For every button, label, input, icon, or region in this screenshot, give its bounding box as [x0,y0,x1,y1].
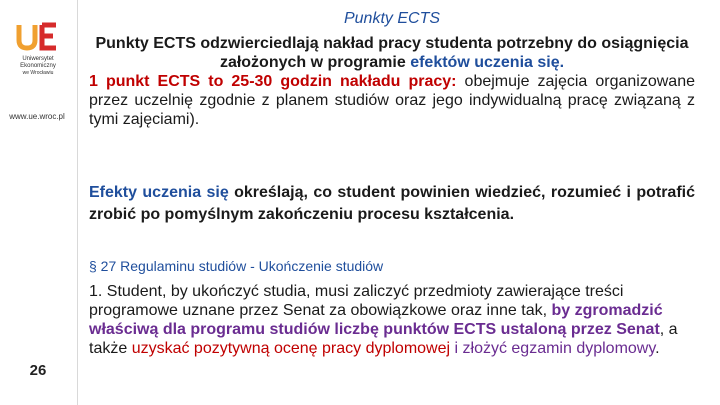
site-url: www.ue.wroc.pl [9,112,65,121]
learning-outcomes-highlight: efektów uczenia się. [410,54,565,71]
regulation-section-heading: § 27 Regulaminu studiów - Ukończenie studiów [89,258,384,274]
learning-outcomes-text: określają, co student powinien wiedzieć, rozumieć i potrafić zrobić po pomyślnym zakończeniu procesu kształcenia. [89,184,695,223]
logo-text-line3: we Wrocławiu [22,70,54,76]
ects-paragraph [89,34,695,129]
ects-definition-text: Punkty ECTS odzwierciedlają nakład pracy studenta potrzebny do osiągnięcia założonych w programie [95,35,689,71]
graduation-text-end: . [655,340,660,357]
logo-text-line2: Ekonomiczny [20,63,56,69]
graduation-text-1: 1. Student, by ukończyć studia, musi zaliczyć przedmioty zawierające treści programowe uznane przez Senat za obowiązkowe oraz inne tak, [89,283,624,319]
university-logo [12,22,64,92]
diploma-exam-highlight: i złożyć egzamin dyplomowy [450,340,656,357]
slide-title: Punkty ECTS [343,10,441,27]
ects-hours-text: obejmuje zajęcia organizowane przez uczelnię zgodnie z planem studiów oraz jego indywidualną pracę związaną z tymi zajęciami). [89,73,695,128]
slide-number: 26 [29,362,47,379]
logo-text-line1: Uniwersytet [22,56,54,62]
slide-content [89,10,695,357]
ects-requirement-highlight: by zgromadzić właściwą dla programu studiów liczbę punktów ECTS ustaloną przez Senat [89,302,663,338]
ects-hours-highlight: 1 punkt ECTS to 25-30 godzin nakładu pracy: [89,73,457,90]
learning-outcomes-paragraph [89,182,695,226]
learning-outcomes-term: Efekty uczenia się [89,184,229,201]
ects-definition [89,34,695,72]
graduation-paragraph [89,282,695,358]
graduation-text-2: , a także [89,321,678,357]
thesis-grade-highlight: uzyskać pozytywną ocenę pracy dyplomowej [131,340,451,357]
ue-logo-icon [16,22,60,52]
sidebar [0,0,78,405]
